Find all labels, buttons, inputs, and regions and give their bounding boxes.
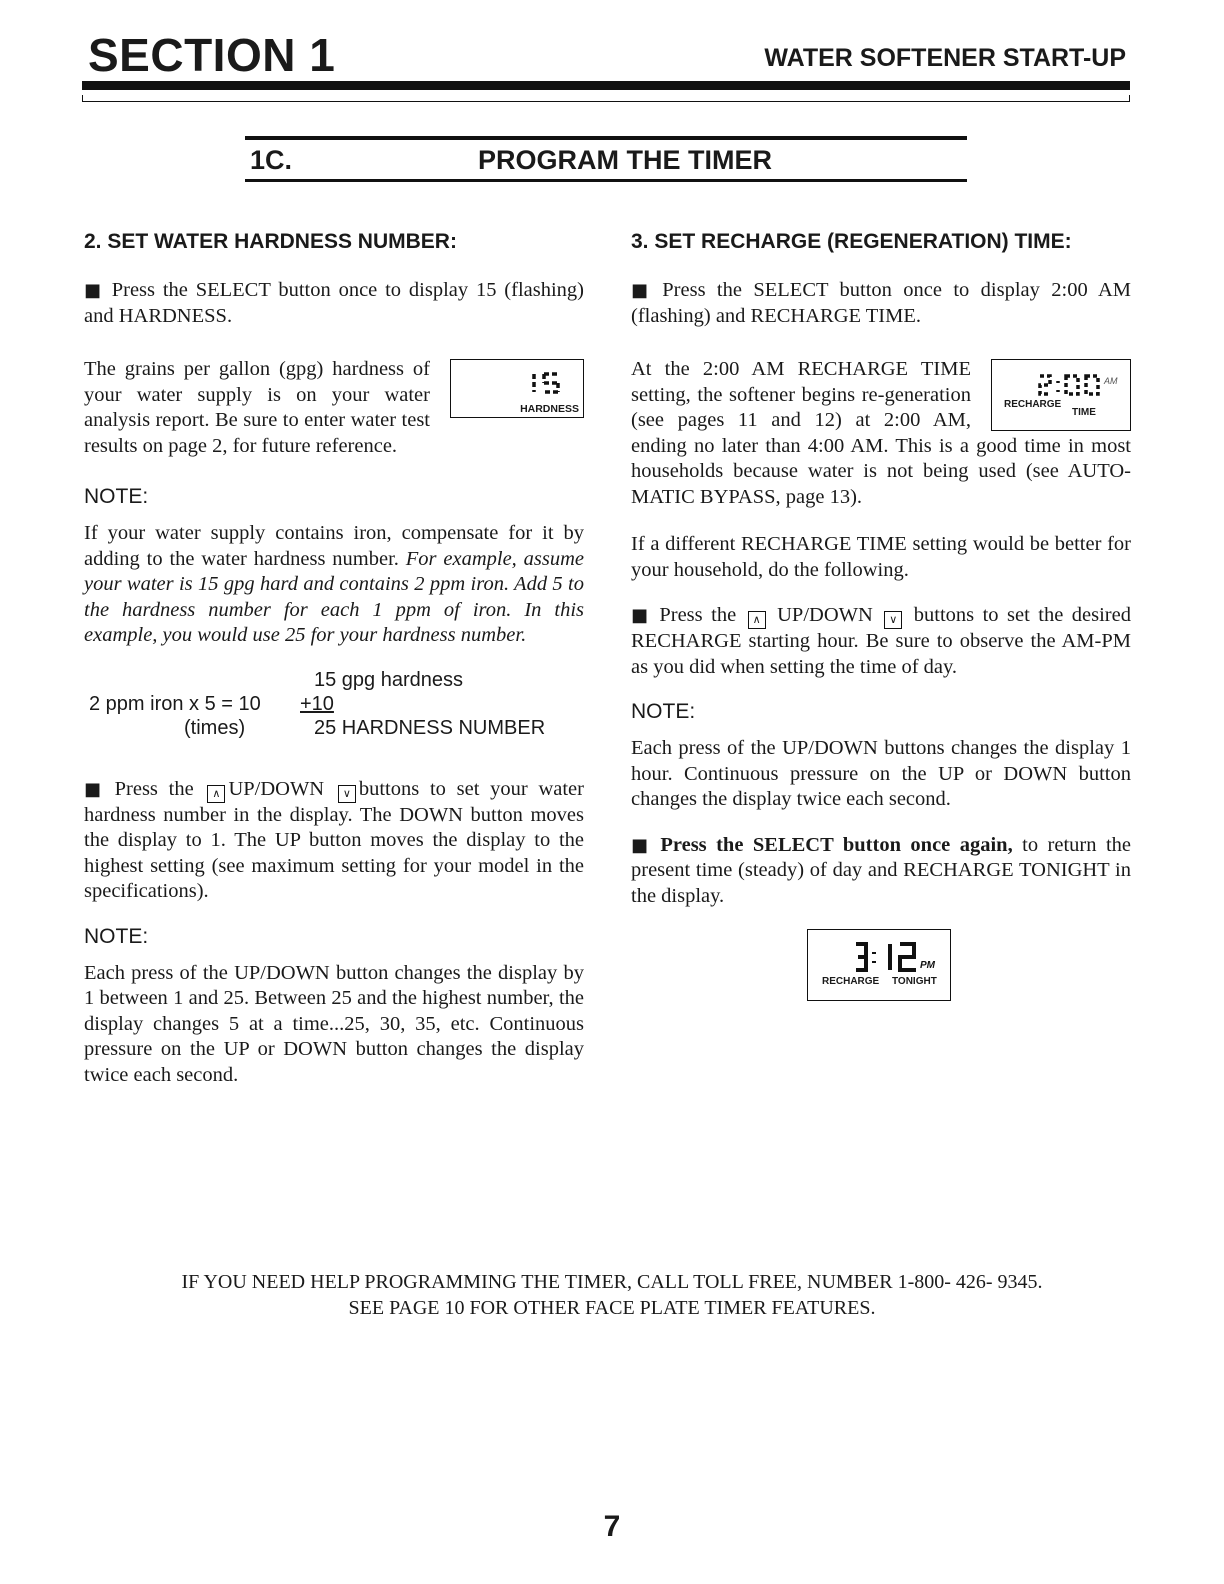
up-arrow-icon: ∧ (207, 785, 225, 803)
right-bullet-2-text-b: UP/DOWN (768, 604, 882, 626)
left-column (84, 230, 584, 1108)
left-note-1 (84, 521, 584, 649)
left-para-1: The grains per gallon (gpg) hardness of your water supply is on your water analysis report. Be sure to enter water test results on page 2, for future reference. (84, 358, 430, 457)
left-note-2: Each press of the UP/DOWN button changes the display by 1 between 1 and 25. Between 25 and the highest number, the display changes 5 at a time...25, 30, 35, etc. Continuous pressure on the UP or DOWN button changes the display twice each second. (84, 961, 584, 1086)
page-number: 7 (603, 1510, 621, 1543)
lcd-label-hardness: HARDNESS (520, 403, 579, 415)
up-arrow-icon: ∧ (748, 611, 766, 629)
calc-times: (times) (184, 716, 246, 739)
lcd-label-recharge: RECHARGE (1004, 399, 1062, 410)
header-title: WATER SOFTENER START-UP (764, 44, 1126, 72)
lcd-ampm-pm: PM (920, 960, 935, 971)
right-bullet-2-text-a: Press the (659, 604, 745, 626)
lcd-digits-3-12 (808, 930, 950, 976)
right-note: Each press of the UP/DOWN buttons changes the display 1 hour. Continuous pressure on the UP or DOWN button changes the display twice each second. (631, 737, 1131, 810)
left-note-1-example: For example, assume your water is 15 gpg hard and contains 2 ppm iron. Add 5 to the hardness number for each 1 ppm of iron. In this example, you would use 25 for your hardness number. (84, 547, 584, 646)
header-rule (82, 81, 1130, 90)
lcd-digits-2-00 (992, 360, 1130, 404)
right-para-1: At the 2:00 AM RECHARGE TIME setting, the softener begins re-generation (see pages 11 and 12) at 2:00 AM, ending no later than 4:00 AM. This is a good time in most households because water is not being used (see AUTO-MATIC BYPASS, page 13). (631, 358, 1131, 508)
lcd-label-recharge: RECHARGE (822, 976, 880, 987)
bullet-square-icon: ■ (631, 605, 652, 626)
left-note-1-text: If your water supply contains iron, compensate for it by adding to the water hardness number. (84, 522, 584, 570)
right-note-label: NOTE: (631, 700, 696, 723)
right-bullet-2-text-c: buttons to set the desired RECHARGE starting hour. Be sure to observe the AM-PM as you did when setting the time of day. (631, 604, 1131, 678)
left-bullet-2 (84, 777, 584, 905)
calc-iron: 2 ppm iron x 5 = 10 (89, 692, 261, 715)
down-arrow-icon: ∨ (884, 611, 902, 629)
bullet-square-icon: ■ (631, 834, 653, 856)
right-bullet-3-text: to return the present time (steady) of day and RECHARGE TONIGHT in the display. (631, 833, 1131, 907)
subheader-top-rule (245, 136, 967, 140)
lcd-label-time: TIME (1072, 407, 1096, 418)
left-bullet-2-text-a: Press the (114, 777, 205, 800)
right-column (631, 230, 1131, 1001)
right-bullet-3 (631, 833, 1131, 910)
hardness-block (84, 357, 584, 459)
section-title: SECTION 1 (88, 29, 336, 81)
lcd-ampm-am: AM (1104, 376, 1118, 386)
subheader-number: 1C. (250, 145, 293, 175)
right-heading: 3. SET RECHARGE (REGENERATION) TIME: (631, 230, 1072, 253)
calc-line-1: 15 gpg hardness (314, 668, 464, 691)
right-bullet-1 (631, 278, 1131, 329)
left-bullet-2-text-c: buttons to set your water hardness number in the display. The DOWN button moves the display to 1. The UP button moves the display to the highest setting (see maximum setting for your model in the specifications). (84, 777, 584, 902)
down-arrow-icon: ∨ (338, 785, 356, 803)
recharge-time-lcd-display (991, 359, 1131, 431)
help-footer (0, 1269, 1224, 1321)
hardness-calculation (84, 669, 584, 751)
left-note-1-label: NOTE: (84, 485, 149, 508)
bullet-square-icon: ■ (84, 778, 107, 800)
hardness-lcd-display (450, 359, 584, 418)
left-note-2-label: NOTE: (84, 924, 149, 948)
right-bullet-3-bold: Press the SELECT button once again, (660, 833, 1013, 856)
lcd-label-tonight: TONIGHT (892, 976, 937, 987)
right-bullet-2 (631, 603, 1131, 680)
calc-result: 25 HARDNESS NUMBER (314, 716, 546, 739)
footer-line-1: IF YOU NEED HELP PROGRAMMING THE TIMER, CALL TOLL FREE, NUMBER 1-800- 426- 9345. (181, 1271, 1043, 1293)
right-bullet-1-text: Press the SELECT button once to display 2:00 AM (flashing) and RECHARGE TIME. (631, 279, 1131, 327)
footer-line-2: SEE PAGE 10 FOR OTHER FACE PLATE TIMER FEATURES. (348, 1297, 876, 1319)
bullet-square-icon: ■ (631, 280, 655, 301)
bullet-square-icon: ■ (84, 280, 104, 301)
recharge-time-block (631, 357, 1131, 510)
left-bullet-1-text: Press the SELECT button once to display 15 (flashing) and HARDNESS. (84, 279, 584, 327)
recharge-tonight-lcd-display (807, 929, 951, 1001)
header-rule-thin (82, 95, 1130, 102)
left-bullet-1 (84, 278, 584, 329)
right-para-2: If a different RECHARGE TIME setting would be better for your household, do the following. (631, 533, 1131, 581)
left-heading: 2. SET WATER HARDNESS NUMBER: (84, 230, 457, 253)
calc-plus: +10 (300, 692, 334, 715)
left-bullet-2-text-b: UP/DOWN (228, 777, 335, 800)
subheader-title: PROGRAM THE TIMER (478, 145, 772, 175)
subheader-bottom-rule (245, 179, 967, 182)
